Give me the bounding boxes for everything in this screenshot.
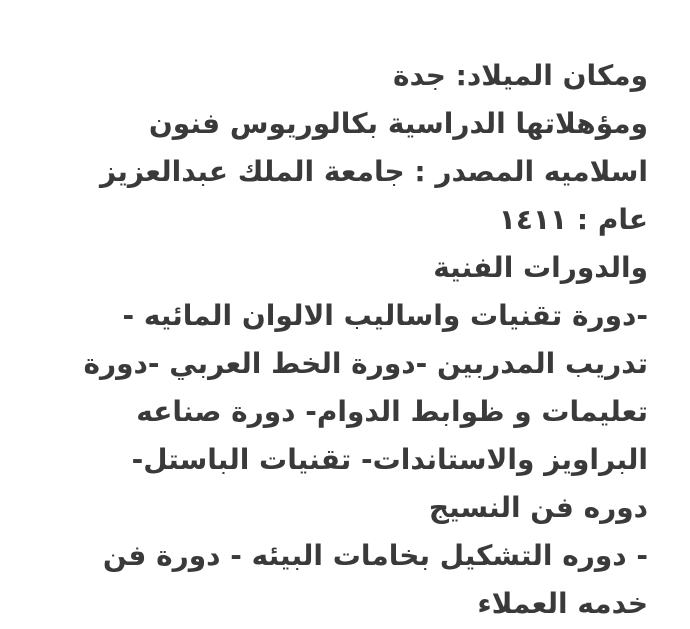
text-line-courses-heading: والدورات الفنية [433,251,648,284]
text-line-course-1: -دورة تقنيات واساليب الالوان المائيه - [122,299,648,332]
text-line-year: عام : ١٤١١ [498,203,648,236]
text-line-qualifications: ومؤهلاتها الدراسية بكالوريوس فنون [148,107,648,140]
text-line-course-3: تعليمات و ظوابط الدوام- دورة صناعه [136,395,648,428]
text-line-course-7: خدمه العملاء [477,587,648,620]
text-line-course-5: دوره فن النسيج [428,491,648,524]
text-line-course-4: البراويز والاستاندات- تقنيات الباستل- [131,443,648,476]
text-line-birthplace: ومكان الميلاد: جدة [393,59,648,92]
text-line-course-6: - دوره التشكيل بخامات البيئه - دورة فن [102,539,648,572]
text-line-source: اسلاميه المصدر : جامعة الملك عبدالعزيز [99,155,648,188]
text-line-course-2: تدريب المدربين -دورة الخط العربي -دورة [83,347,648,380]
biography-text [28,52,648,628]
